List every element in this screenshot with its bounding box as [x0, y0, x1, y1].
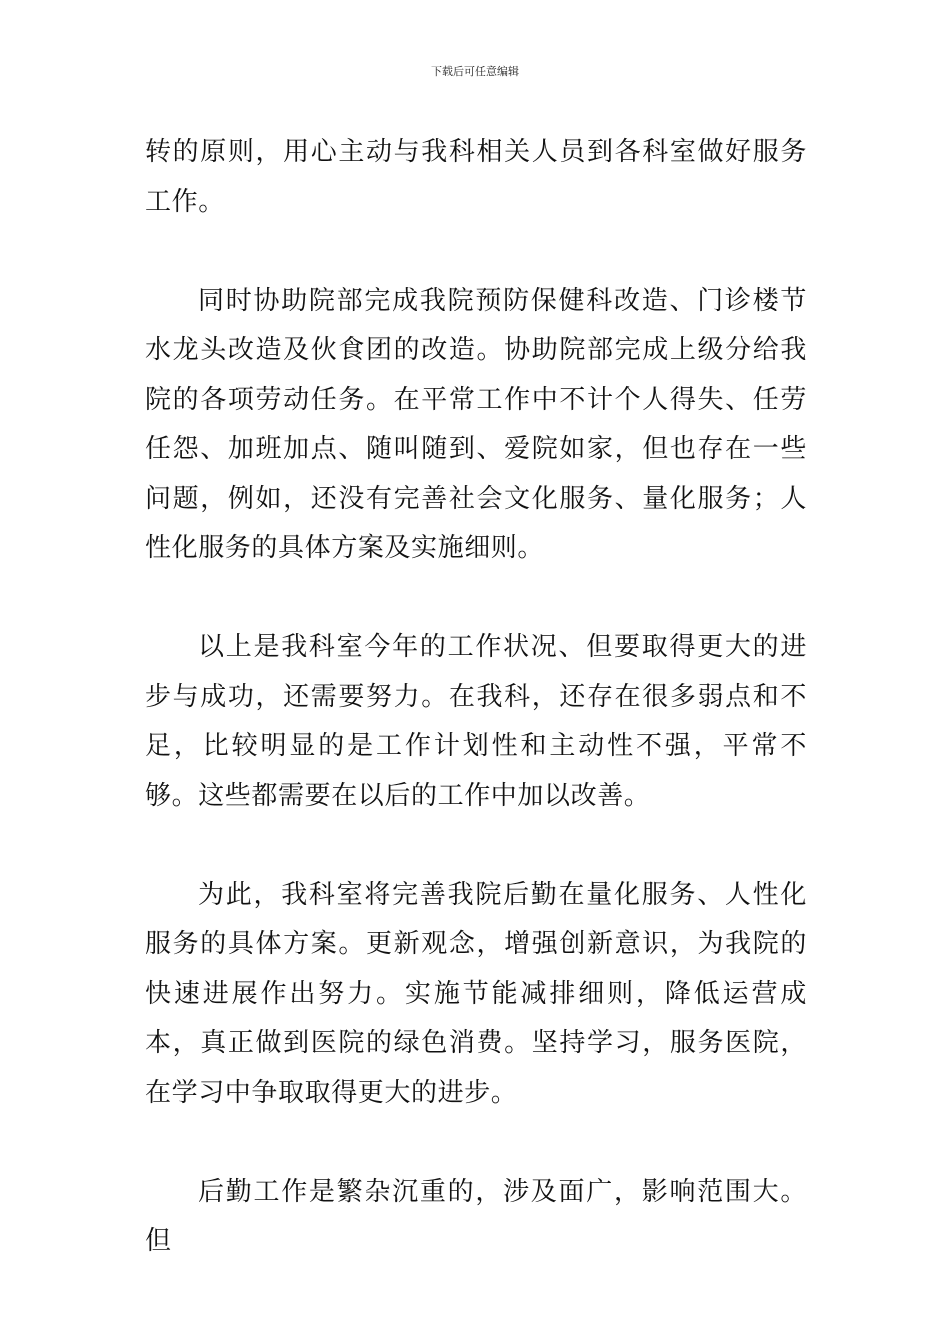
paragraph: 同时协助院部完成我院预防保健科改造、门诊楼节水龙头改造及伙食团的改造。协助院部完成上级分给我院的各项劳动任务。在平常工作中不计个人得失、任劳任怨、加班加点、随叫随到、爱院如家，但也存在一些问题，例如，还没有完善社会文化服务、量化服务；人性化服务的具体方案及实施细则。 [145, 285, 807, 563]
document-body [145, 128, 807, 1267]
paragraph-spacer [145, 821, 807, 871]
paragraph-continued: 转的原则，用心主动与我科相关人员到各科室做好服务工作。 [145, 137, 807, 217]
paragraph-truncated: 后勤工作是繁杂沉重的，涉及面广，影响范围大。但 [145, 1176, 807, 1256]
page-header: 下载后可任意编辑 [431, 65, 519, 78]
paragraph-spacer [145, 574, 807, 624]
paragraph-spacer [145, 227, 807, 277]
paragraph: 以上是我科室今年的工作状况、但要取得更大的进步与成功，还需要努力。在我科，还存在很多弱点和不足，比较明显的是工作计划性和主动性不强，平常不够。这些都需要在以后的工作中加以改善。 [145, 632, 807, 811]
paragraph-spacer [145, 1118, 807, 1168]
paragraph: 为此，我科室将完善我院后勤在量化服务、人性化服务的具体方案。更新观念，增强创新意识，为我院的快速进展作出努力。实施节能减排细则，降低运营成本，真正做到医院的绿色消费。坚持学习，服务医院，在学习中争取取得更大的进步。 [145, 879, 807, 1108]
